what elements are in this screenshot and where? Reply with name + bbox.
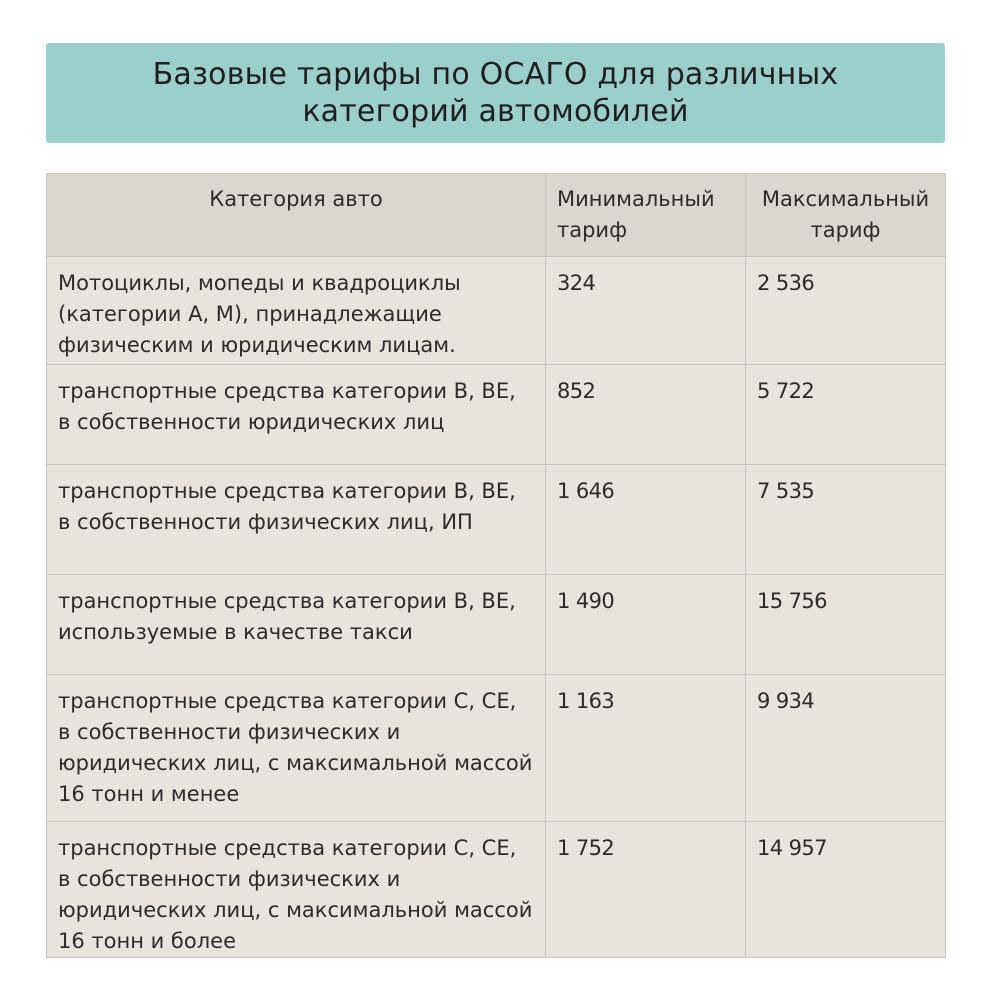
page-title: Базовые тарифы по ОСАГО для различных категорий автомобилей: [152, 57, 839, 129]
table-row: [47, 675, 946, 822]
table-row: [47, 257, 946, 365]
cell-category: Мотоциклы, мопеды и квадроциклы (категории A, M), принадлежащие физическим и юридическим лицам.: [47, 257, 546, 365]
cell-min-tariff: 1 163: [546, 675, 746, 822]
table-row: [47, 365, 946, 465]
header-min-tariff: Минимальный тариф: [546, 174, 746, 257]
cell-category: транспортные средства категории C, CE, в собственности физических и юридических лиц, с максимальной массой 16 тонн и более: [47, 822, 546, 958]
table-row: [47, 822, 946, 958]
tariffs-table: [46, 173, 946, 958]
cell-max-tariff: 7 535: [746, 465, 946, 575]
table-header-row: [47, 174, 946, 257]
cell-max-tariff: 2 536: [746, 257, 946, 365]
header-category: Категория авто: [47, 174, 546, 257]
cell-min-tariff: 852: [546, 365, 746, 465]
title-banner: [46, 43, 945, 143]
cell-category: транспортные средства категории B, BE, используемые в качестве такси: [47, 575, 546, 675]
cell-category: транспортные средства категории C, CE, в собственности физических и юридических лиц, с максимальной массой 16 тонн и менее: [47, 675, 546, 822]
cell-min-tariff: 324: [546, 257, 746, 365]
table-row: [47, 575, 946, 675]
table-row: [47, 465, 946, 575]
cell-max-tariff: 15 756: [746, 575, 946, 675]
header-max-tariff: Максимальный тариф: [746, 174, 946, 257]
cell-min-tariff: 1 646: [546, 465, 746, 575]
cell-min-tariff: 1 752: [546, 822, 746, 958]
cell-max-tariff: 5 722: [746, 365, 946, 465]
cell-category: транспортные средства категории B, BE, в собственности юридических лиц: [47, 365, 546, 465]
cell-max-tariff: 9 934: [746, 675, 946, 822]
cell-min-tariff: 1 490: [546, 575, 746, 675]
cell-max-tariff: 14 957: [746, 822, 946, 958]
cell-category: транспортные средства категории B, BE, в собственности физических лиц, ИП: [47, 465, 546, 575]
